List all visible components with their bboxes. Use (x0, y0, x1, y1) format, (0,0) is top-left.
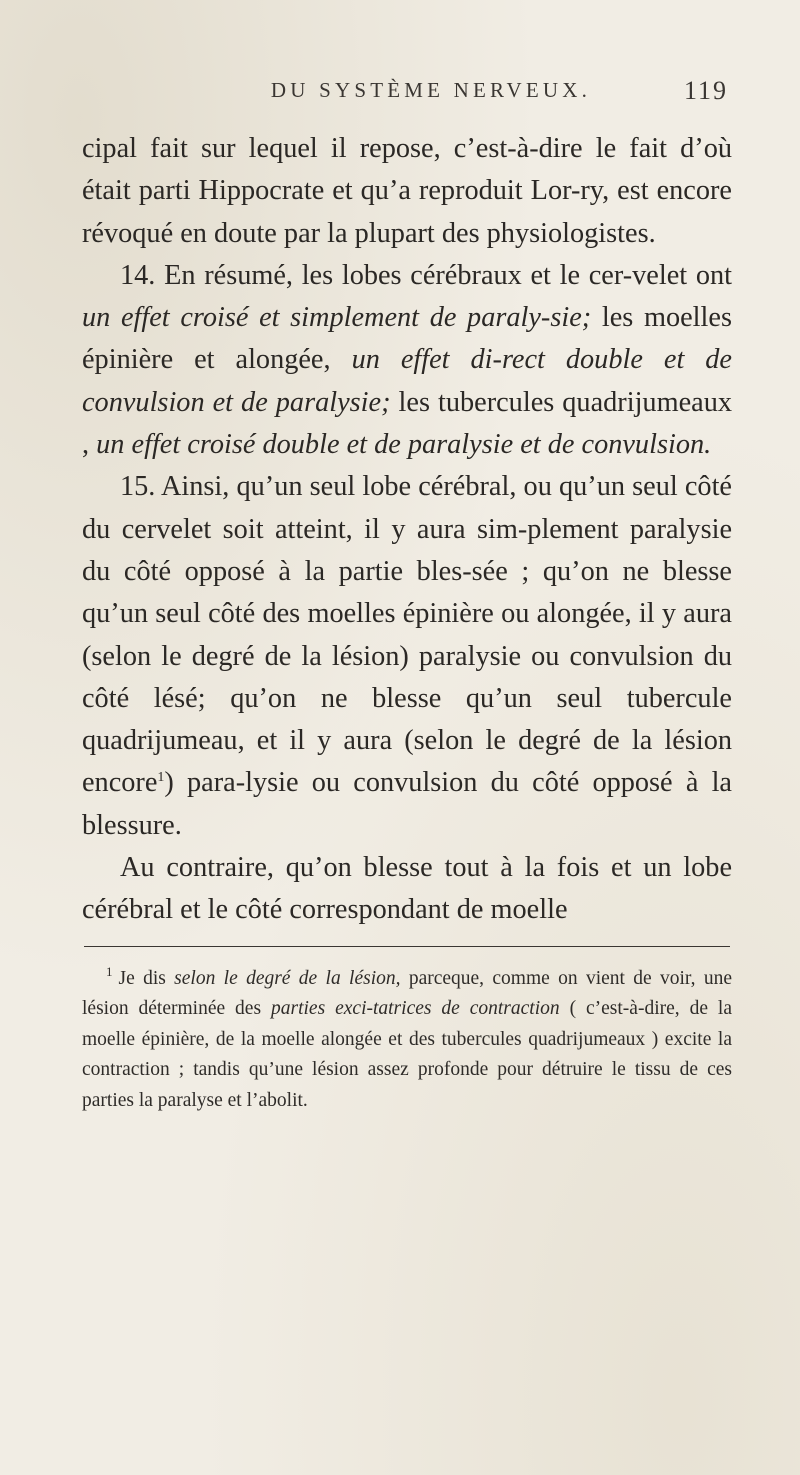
text-run: les tubercules quadrijumeaux , (82, 386, 733, 461)
page-number: 119 (683, 76, 728, 105)
text-run: ( c’est-à-dire, de la moelle épinière, de la moelle alongée et des tubercules quadrijumeaux ) excite la contraction ; tandis qu’une lésion assez profonde pour détruire le tissu de ces parties la paralyse et l’abolit. (82, 998, 732, 1112)
running-title: DU SYSTÈME NERVEUX. (270, 78, 592, 102)
running-head (82, 78, 732, 128)
paragraph (82, 128, 732, 255)
italic-phrase: un effet di-rect double et de convulsion et de paralysie; (82, 344, 732, 418)
paragraph (82, 466, 732, 847)
text-run: cipal fait sur lequel il repose, c’est-à-dire le fait d’où était parti Hippocrate et qu’a reproduit Lor-ry, est encore révoqué en doute par la plupart des physiologistes. (82, 133, 732, 249)
paragraph (82, 847, 732, 932)
italic-phrase: un effet croisé double et de paralysie et de convulsion. (96, 429, 712, 461)
italic-phrase: parties exci-tatrices de contraction (271, 998, 560, 1020)
footnote-reference: 1 (157, 770, 165, 786)
text-run: parceque, comme on vient de voir, une lésion déterminée des (82, 967, 732, 1020)
main-text (82, 128, 732, 932)
text-run: 14. En résumé, les lobes cérébraux et le cer-velet ont (120, 259, 732, 291)
text-run: ) para-lysie ou convulsion du côté opposé à la blessure. (82, 767, 732, 841)
text-run: les moelles épinière et alongée, (82, 302, 732, 376)
paragraph (82, 255, 732, 466)
book-page (82, 78, 732, 1117)
text-run: 15. Ainsi, qu’un seul lobe cérébral, ou qu’un seul côté du cervelet soit atteint, il y aura sim-plement paralysie du côté opposé à la partie bles-sée ; qu’on ne blesse qu’un seul côté des moelles épinière ou alongée, il y aura (selon le degré de la lésion) paralysie ou convulsion du côté lésé; qu’on ne blesse qu’un seul tubercule quadrijumeau, et il y aura (selon le degré de la lésion encore (82, 471, 732, 799)
text-run: Au contraire, qu’on blesse tout à la fois et un lobe cérébral et le côté correspondant de moelle (82, 852, 732, 926)
footnote-divider (84, 946, 730, 947)
footnote-marker: 1 (106, 963, 113, 979)
footnote (82, 957, 732, 1117)
italic-phrase: un effet croisé et simplement de paraly-sie; (82, 302, 592, 334)
text-run: Je dis (118, 967, 175, 989)
italic-phrase: selon le degré de la lésion, (174, 967, 401, 989)
